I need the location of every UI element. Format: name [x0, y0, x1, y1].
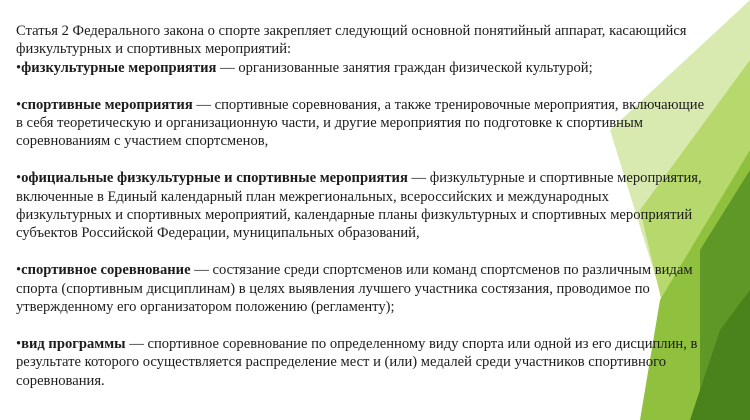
bullet: •	[16, 335, 22, 352]
definition-term: вид программы	[21, 335, 126, 352]
definition-term: физкультурные мероприятия	[21, 59, 217, 76]
definition-text: — физкультурные и спортивные мероприятия, включенные в Единый календарный план межрегиональных, всероссийских и международных физкультурных и спортивных мероприятий, календарные планы физкультурных и спортивных мероприятий субъектов Российской Федерации, муниципальных образований,	[16, 170, 702, 242]
definition-text: — спортивные соревнования, а также тренировочные мероприятия, включающие в себя теоретическую и организационную части, и другие мероприятия по подготовке к спортивным соревнованиям с участием спортсменов,	[16, 96, 705, 150]
spacer	[16, 316, 706, 334]
spacer	[16, 243, 706, 261]
bullet: •	[16, 262, 22, 279]
definition-item-3	[16, 169, 706, 243]
definition-term: спортивное соревнование	[21, 262, 191, 279]
spacer	[16, 151, 706, 169]
bullet: •	[16, 170, 22, 187]
definition-text: — спортивное соревнование по определенному виду спорта или одной из его дисциплин, в результате которого осуществляется распределение мест и (или) медалей среди участников спортивного соревнования.	[16, 335, 698, 389]
definition-text: — состязание среди спортсменов или команд спортсменов по различным видам спорта (спортивным дисциплинам) в целях выявления лучшего участника состязания, проводимое по утвержденному его организатором положению (регламенту);	[16, 262, 693, 316]
bullet: •	[16, 96, 22, 113]
definition-text: — организованные занятия граждан физической культурой;	[216, 59, 593, 76]
spacer	[16, 77, 706, 95]
slide-text-body	[16, 22, 706, 390]
definition-term: официальные физкультурные и спортивные мероприятия	[21, 170, 408, 187]
definition-item-5	[16, 335, 706, 390]
definition-term: спортивные мероприятия	[21, 96, 193, 113]
definition-item-1	[16, 59, 706, 77]
definition-item-4	[16, 261, 706, 316]
intro-paragraph: Статья 2 Федерального закона о спорте закрепляет следующий основной понятийный аппарат, касающийся физкультурных и спортивных мероприятий:	[16, 23, 687, 58]
bullet: •	[16, 59, 22, 76]
definition-item-2	[16, 96, 706, 151]
